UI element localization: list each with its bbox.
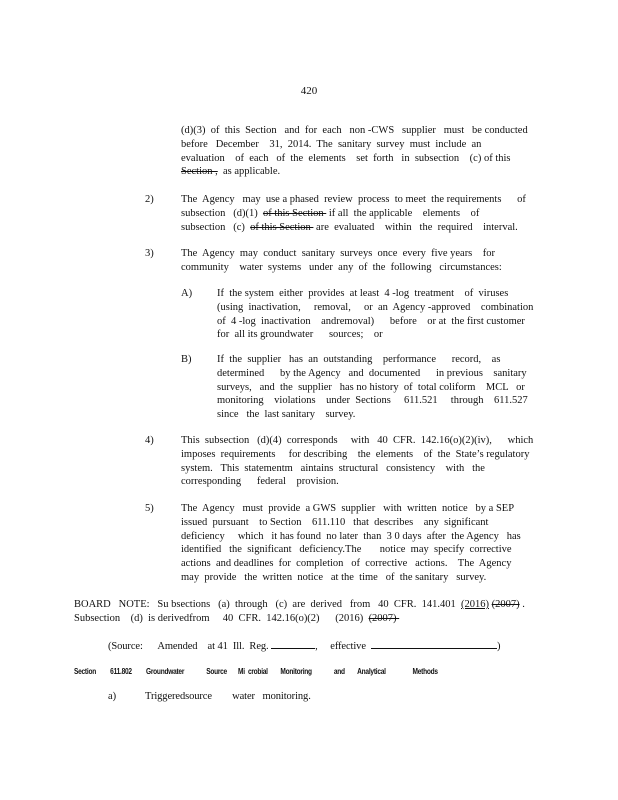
item-number: 4) bbox=[145, 435, 154, 446]
deleted-text: (2007) bbox=[368, 612, 400, 624]
text-line: The Agency may use a phased review process to meet the requirements of bbox=[181, 194, 526, 205]
text-line: subsection (c) of this Section are evaluated within the required interval. bbox=[181, 221, 518, 233]
subitem-b-paragraph bbox=[217, 353, 532, 422]
text-line: corresponding federal provision. bbox=[181, 476, 339, 488]
text-line: The Agency must provide a GWS supplier with written notice by a SEP bbox=[181, 503, 515, 514]
text-line: This subsection (d)(4) corresponds with 40 CFR. 142.16(o)(2)(iv), which bbox=[181, 435, 534, 446]
text-line: monitoring violations under Sections 611.521 through 611.527 bbox=[217, 395, 528, 407]
item-3-paragraph bbox=[181, 247, 526, 275]
text-line: system. This statementm aintains structural consistency with the bbox=[181, 462, 485, 474]
text-line: actions and deadlines for completion of corrective actions. The Agency bbox=[181, 558, 512, 570]
item-number: 3) bbox=[145, 248, 154, 259]
subitem-a-paragraph bbox=[217, 287, 532, 342]
text-line: since the last sanitary survey. bbox=[217, 409, 356, 421]
text-line: before December 31, 2014. The sanitary survey must include an bbox=[181, 138, 482, 150]
text-line: issued pursuant to Section 611.110 that describes any significant bbox=[181, 516, 489, 528]
subitem-letter: A) bbox=[181, 288, 193, 299]
text-line: of 4 -log inactivation andremoval) before or at the first customer bbox=[217, 315, 525, 327]
intro-paragraph bbox=[181, 124, 526, 179]
page-number: 420 bbox=[300, 85, 318, 97]
deleted-text: (2007) bbox=[491, 599, 520, 610]
text-line: (using inactivation, removal, or an Agency -approved combination bbox=[217, 301, 534, 313]
subsection-a-text: Triggeredsource water monitoring. bbox=[145, 691, 311, 702]
subsection-letter: a) bbox=[108, 691, 117, 702]
text-line: determined by the Agency and documented in previous sanitary bbox=[217, 367, 527, 379]
text-line: (d)(3) of this Section and for each non -CWS supplier must be conducted bbox=[181, 125, 528, 136]
text-line: If the system either provides at least 4 -log treatment of viruses bbox=[217, 288, 509, 299]
text-line: surveys, and the supplier has no history of total coliform MCL or bbox=[217, 381, 525, 393]
text-line: for all its groundwater sources; or bbox=[217, 329, 383, 341]
text-line: deficiency which it has found no later than 3 0 days after the Agency has bbox=[181, 530, 521, 542]
text-line: Section , as applicable. bbox=[181, 166, 281, 178]
blank-line bbox=[371, 638, 497, 649]
item-2-paragraph bbox=[181, 193, 541, 234]
text-line: community water systems under any of the following circumstances: bbox=[181, 261, 502, 273]
text-line: BOARD NOTE: Su bsections (a) through (c) are derived from 40 CFR. 141.401 (2016) (2007) . bbox=[74, 599, 525, 610]
text-line: Subsection (d) is derivedfrom 40 CFR. 142.16(o)(2) (2016) (2007) bbox=[74, 612, 400, 624]
subitem-letter: B) bbox=[181, 354, 192, 365]
text-line: If the supplier has an outstanding performance record, as bbox=[217, 354, 501, 365]
item-number: 5) bbox=[145, 503, 154, 514]
text-line: identified the significant deficiency.The notice may specify corrective bbox=[181, 544, 512, 556]
item-5-paragraph bbox=[181, 502, 531, 585]
deleted-text: of this Section bbox=[262, 207, 327, 219]
item-4-paragraph bbox=[181, 434, 534, 489]
blank-line bbox=[271, 638, 315, 649]
text-line: evaluation of each of the elements set forth in subsection (c) of this bbox=[181, 152, 511, 164]
text-line: subsection (d)(1) of this Section if all the applicable elements of bbox=[181, 207, 480, 219]
item-number: 2) bbox=[145, 194, 154, 205]
source-line: (Source: Amended at 41 Ill. Reg. , effective ) bbox=[108, 638, 500, 654]
board-note bbox=[74, 598, 554, 626]
text-line: imposes requirements for describing the elements of the State’s regulatory bbox=[181, 448, 530, 460]
text-line: may provide the written notice at the time of the sanitary survey. bbox=[181, 571, 487, 583]
deleted-text: of this Section bbox=[250, 221, 314, 233]
section-heading: Section 611.802 Groundwater Source Mi crobial Monitoring and Analytical Methods bbox=[74, 667, 438, 676]
deleted-text: Section , bbox=[181, 166, 218, 178]
inserted-text: (2016) bbox=[461, 599, 489, 610]
text-line: The Agency may conduct sanitary surveys once every five years for bbox=[181, 248, 496, 259]
